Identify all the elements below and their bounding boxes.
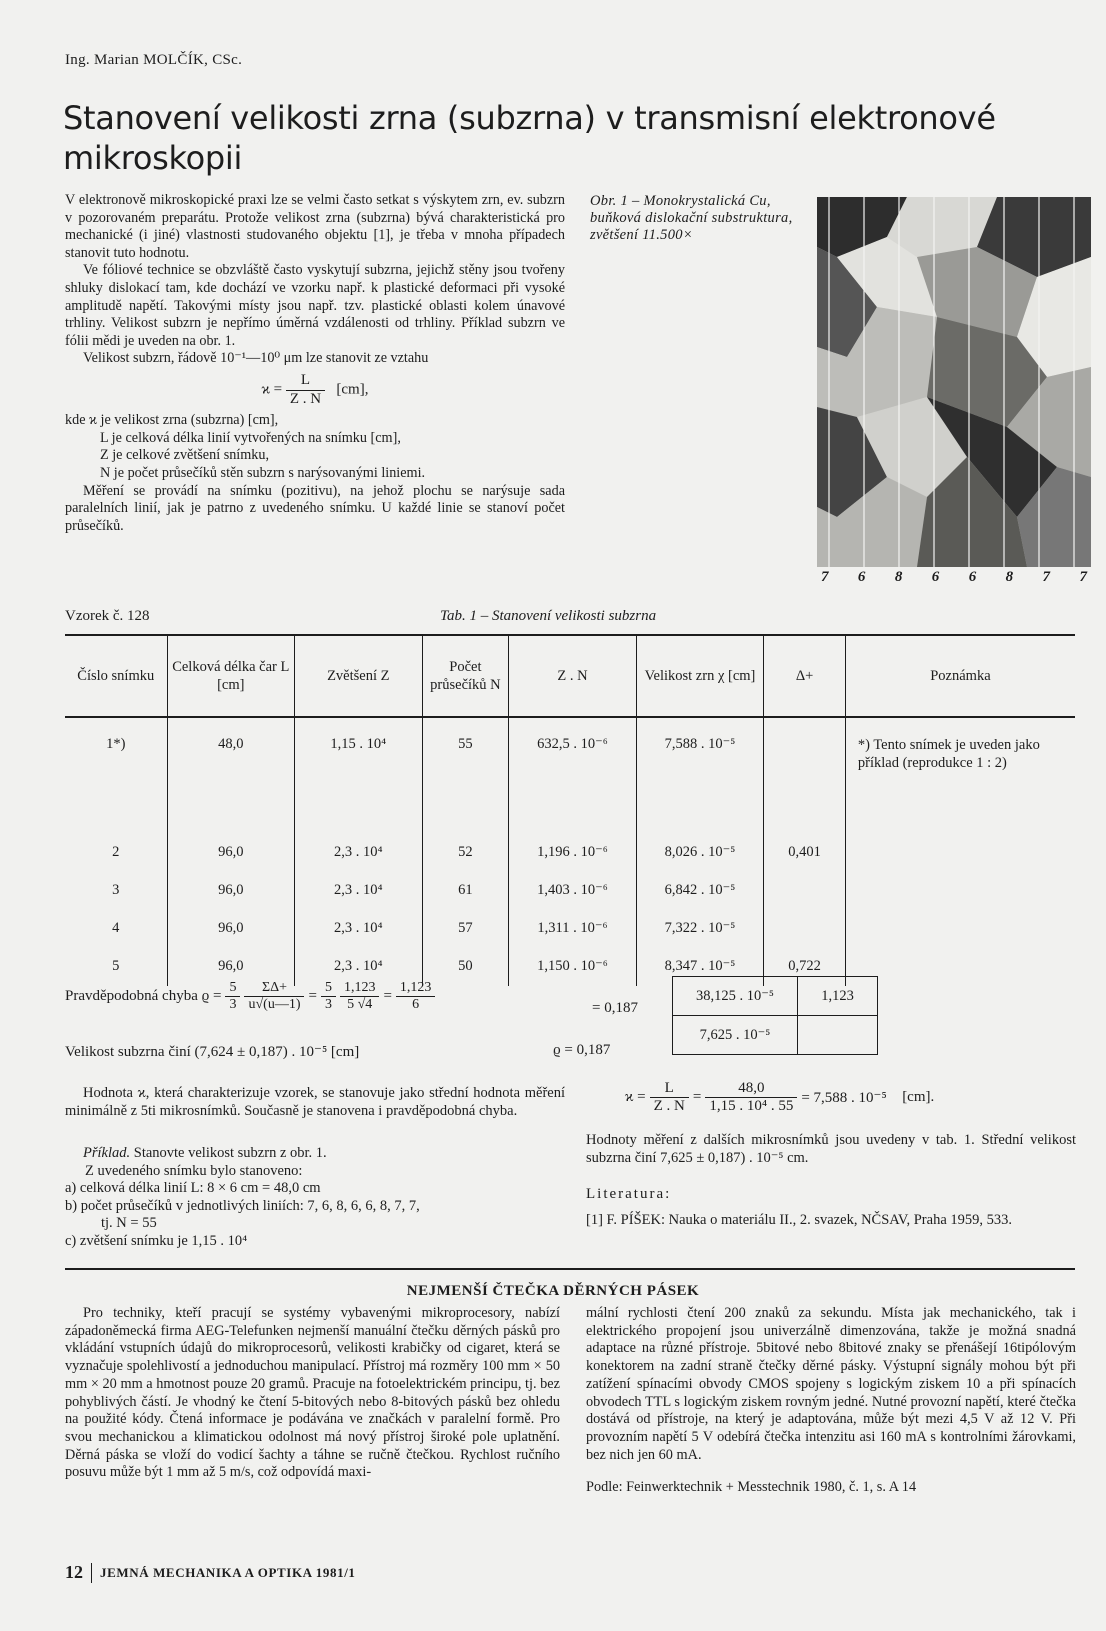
intro-paragraph: V elektronově mikroskopické praxi lze se velmi často setkat s výskytem zrn, ev. subzrn v pozorovaném preparátu. Protože velikost zrna (subzrna) bývá charakteristická pro mechanické (i jiné) vlastnosti studovaného objektu [1], je třeba v mnoha případech stanovit tuto hodnotu. — [65, 192, 565, 261]
definition-item: N je počet průsečíků stěn subzrn s narýsovanými liniemi. — [100, 464, 426, 481]
formula-fraction — [340, 980, 380, 1013]
formula-denominator: 1,15 . 10⁴ . 55 — [709, 1098, 794, 1114]
definition-item: L je celková délka linií vytvořených na snímku [cm], — [100, 429, 401, 446]
table-cell-note: *) Tento snímek je uveden jako příklad (reprodukce 1 : 2) — [845, 717, 1075, 834]
intro-paragraph: Ve fóliové technice se obzvláště často vyskytují subzrna, jejichž stěny jsou tvořeny shluky dislokací tam, kde dochází ve vzorku např. k plastické deformaci při vysoké amplitudě napětí. Takovými místy jsou např. tzv. plastické oblasti kolem únavové trhliny. Velikost subzrn je nepřímo úměrná vzdálenosti od trhliny. Příklad subzrn ve fólii mědi je uveden na obr. 1. — [65, 262, 565, 349]
paragraph-text: Hodnota ϰ, která charakterizuje vzorek, se stanovuje jako střední hodnota měření minimálně z 5ti mikrosnímků. Současně je stanovena i pravděpodobná chyba. — [65, 1085, 565, 1119]
example-text: Stanovte velikost subzrn z obr. 1. — [130, 1145, 327, 1161]
definition-item: Z je celkové zvětšení snímku, — [100, 447, 270, 464]
probable-error-formula — [65, 980, 435, 1013]
example-line: Z uvedeného snímku bylo stanoveno: — [85, 1162, 303, 1179]
table-row — [65, 717, 1075, 834]
table-cell: 96,0 — [167, 872, 295, 910]
table-row — [65, 872, 1075, 910]
table-header-row — [65, 635, 1075, 717]
probable-error-label: Pravděpodobná chyba ϱ = — [65, 988, 222, 1004]
formula-denominator: 3 — [324, 997, 332, 1012]
line-count: 6 — [931, 569, 940, 585]
example-line: a) celková délka linií L: 8 × 6 cm = 48,0 cm — [65, 1180, 321, 1197]
column-header: Celková délka čar L [cm] — [167, 635, 295, 717]
micrograph-svg — [817, 197, 1091, 567]
table-cell: 3 — [112, 882, 120, 898]
summary-row — [673, 977, 878, 1016]
line-count: 6 — [968, 569, 977, 585]
table-cell-note — [845, 872, 1075, 910]
column-header: Číslo snímku — [65, 635, 167, 717]
table-cell: 2,3 . 10⁴ — [295, 910, 423, 948]
table-cell: 0,722 — [764, 948, 846, 986]
table-cell: 4 — [112, 920, 120, 936]
summary-mean: 7,625 . 10⁻⁵ — [673, 1016, 798, 1055]
table-cell: 8,026 . 10⁻⁵ — [636, 834, 764, 872]
table-cell — [764, 717, 846, 834]
table-cell — [764, 872, 846, 910]
article-title: Stanovení velikosti zrna (subzrna) v transmisní elektronové mikroskopii — [63, 99, 996, 177]
example-line: b) počet průsečíků v jednotlivých liniích: 7, 6, 8, 6, 6, 8, 7, 7, — [65, 1197, 420, 1214]
formula-fraction — [396, 980, 436, 1013]
formula-unit: [cm], — [336, 381, 369, 398]
formula-numerator: 48,0 — [705, 1080, 797, 1098]
formula-fraction — [286, 372, 325, 408]
table-cell: 96,0 — [167, 834, 295, 872]
formula-lhs: ϰ = — [261, 381, 283, 398]
page-number: 12 — [65, 1562, 83, 1582]
formula-lhs: ϰ = — [625, 1089, 646, 1105]
formula-numerator: 5 — [225, 980, 240, 997]
page-footer — [65, 1562, 356, 1583]
section-divider — [65, 1268, 1075, 1270]
paragraph-text: Pro techniky, kteří pracují se systémy vybavenými mikroprocesory, nabízí západoněmecká firma AEG-Telefunken nejmenší manuální čtečku děrných pásků pro vkládání vstupních údajů do mikroprocesorů, velikosti krabičky od cigaret, která se vyznačuje spolehlivostí a jednoduchou manipulací. Přístroj má rozměry 100 mm × 50 mm × 20 mm a hmotnost pouze 20 gramů. Pracuje na fotoelektrickém principu, tj. bez pohyblivých částí. Je vhodný ke čtení 5-bitových nebo 8-bitových pásků bez ohledu na použité kódy. Čtená informace je podávána ve značkách v paralelní formě. Pro svou mechanickou a klimatickou odolnost má nový přístroj široké pole uplatnění. Děrná páska se vloží do vodicí šachty a táhne se ručně čtečkou. Rychlost ručního posuvu může být 1 mm až 5 m/s, což odpovídá maxi- — [65, 1305, 560, 1481]
table-cell: 2,3 . 10⁴ — [295, 834, 423, 872]
results-table — [65, 634, 1075, 986]
table-caption: Tab. 1 – Stanovení velikosti subzrna — [440, 608, 657, 624]
summary-row — [673, 1016, 878, 1055]
micrograph-image — [817, 197, 1091, 567]
example-block — [65, 1145, 565, 1251]
author: Ing. Marian MOLČÍK, CSc. — [65, 52, 243, 68]
line-count: 7 — [1079, 569, 1087, 585]
line-count: 8 — [894, 569, 903, 585]
example-line: c) zvětšení snímku je 1,15 . 10⁴ — [65, 1232, 248, 1249]
intro-paragraph: Měření se provádí na snímku (pozitivu), na jehož plochu se narýsuje sada paralelních linií, jak je patrno z uvedeného snímku. U každé linie se stanoví počet průsečíků. — [65, 482, 565, 534]
table-row — [65, 910, 1075, 948]
table-cell: 2,3 . 10⁴ — [295, 872, 423, 910]
paragraph-text: mální rychlosti čtení 200 znaků za sekundu. Místa jak mechanického, tak i elektrického propojení jsou univerzálně dimenzována, takže je možná snadná adaptace na různé přístroje. 5bitové nebo 8bitové znaky se přenášejí 16tipólovým konektorem na zadní straně čtečky děrné pásky. Výstupní signály mohou být při zatížení spínacími obvody CMOS spojeny s logickým ziskem 10 a při spínacích obvodech TTL s logickým ziskem rovným jedné. Nutné provozní napětí, které čtečka dostává od přístroje, na který je adaptována, může být mezi 4,5 V až 12 V. Při provozním napětí 5 V odebírá čtečka intenzitu asi 160 mA s kontrolními žárovkami, bez nich jen 60 mA. — [586, 1305, 1076, 1463]
formula-numerator: 5 — [321, 980, 336, 997]
paragraph-text: Hodnoty měření z dalších mikrosnímků jsou uvedeny v tab. 1. Střední velikost subzrna činí 7,625 ± 0,187) . 10⁻⁵ cm. — [586, 1132, 1076, 1166]
table-cell: 1*) — [106, 736, 126, 752]
figure-caption: Obr. 1 – Monokrystalická Cu, buňková dislokační substruktura, zvětšení 11.500× — [590, 193, 793, 243]
column-header: Δ+ — [764, 635, 846, 717]
column-header: Počet průsečíků N — [422, 635, 509, 717]
example-line: tj. N = 55 — [101, 1215, 157, 1232]
column-header: Velikost zrn χ [cm] — [636, 635, 764, 717]
formula-numerator: 1,123 — [340, 980, 380, 997]
table-cell-note — [845, 834, 1075, 872]
journal-name: JEMNÁ MECHANIKA A OPTIKA 1981/1 — [100, 1564, 356, 1580]
results-paragraph — [586, 1132, 1076, 1167]
formula-grain-size — [65, 372, 565, 408]
summary-box — [672, 976, 878, 1055]
table-cell: 57 — [422, 910, 509, 948]
article2-source: Podle: Feinwerktechnik + Messtechnik 1980, č. 1, s. A 14 — [586, 1479, 917, 1496]
probable-error-result: = 0,187 — [592, 1000, 638, 1016]
line-intersection-counts — [817, 569, 1091, 586]
formula-unit: [cm]. — [902, 1089, 935, 1105]
literature-heading: Literatura: — [586, 1186, 672, 1202]
formula-denominator: u√(u—1) — [248, 997, 301, 1012]
formula-denominator: 6 — [412, 997, 420, 1012]
table-cell: 1,15 . 10⁴ — [295, 717, 423, 834]
table-cell: 48,0 — [167, 717, 295, 834]
intro-text — [65, 192, 565, 535]
equals-sign: = — [692, 1089, 702, 1105]
table-cell: 2,3 . 10⁴ — [295, 948, 423, 986]
definition-item: kde ϰ je velikost zrna (subzrna) [cm], — [65, 412, 279, 429]
article2-column-left — [65, 1305, 560, 1482]
table-cell: 61 — [422, 872, 509, 910]
table-cell: 2 — [112, 844, 120, 860]
example-label: Příklad. — [83, 1145, 131, 1161]
table-cell — [764, 910, 846, 948]
formula-numerator: L — [286, 372, 325, 391]
line-count: 6 — [857, 569, 866, 585]
formula-fraction — [321, 980, 336, 1013]
summary-sum: 38,125 . 10⁻⁵ — [673, 977, 798, 1016]
table-cell: 0,401 — [764, 834, 846, 872]
line-count: 8 — [1005, 569, 1014, 585]
footer-separator — [91, 1563, 92, 1583]
table-cell: 1,403 . 10⁻⁶ — [509, 872, 637, 910]
formula-denominator: 3 — [229, 997, 237, 1012]
equals-sign: = — [383, 988, 392, 1004]
result-rho: ϱ = 0,187 — [553, 1042, 611, 1058]
formula-fraction — [650, 1080, 689, 1115]
summary-empty — [798, 1016, 878, 1055]
table-cell: 52 — [422, 834, 509, 872]
formula-denominator: Z . N — [653, 1098, 685, 1114]
table-cell: 1,311 . 10⁻⁶ — [509, 910, 637, 948]
example-formula — [625, 1080, 934, 1115]
equals-sign: = — [308, 988, 317, 1004]
formula-fraction — [705, 1080, 797, 1115]
table-cell: 7,588 . 10⁻⁵ — [636, 717, 764, 834]
sample-label: Vzorek č. 128 — [65, 608, 150, 624]
formula-numerator: L — [650, 1080, 689, 1098]
column-header: Zvětšení Z — [295, 635, 423, 717]
table-cell: 96,0 — [167, 948, 295, 986]
line-count: 7 — [1042, 569, 1051, 585]
line-count: 7 — [821, 569, 829, 585]
formula-fraction — [225, 980, 240, 1013]
formula-denominator: Z . N — [289, 390, 322, 407]
table-cell: 6,842 . 10⁻⁵ — [636, 872, 764, 910]
summary-delta-sum: 1,123 — [798, 977, 878, 1016]
table-row — [65, 834, 1075, 872]
table-cell: 1,150 . 10⁻⁶ — [509, 948, 637, 986]
column-header: Poznámka — [845, 635, 1075, 717]
table-cell-note — [845, 948, 1075, 986]
table-cell-note — [845, 910, 1075, 948]
column-header: Z . N — [509, 635, 637, 717]
formula-numerator: ΣΔ+ — [244, 980, 304, 997]
table-cell: 632,5 . 10⁻⁶ — [509, 717, 637, 834]
table-cell: 7,322 . 10⁻⁵ — [636, 910, 764, 948]
reference-item: [1] F. PÍŠEK: Nauka o materiálu II., 2. svazek, NČSAV, Praha 1959, 533. — [586, 1212, 1013, 1228]
table-cell: 55 — [422, 717, 509, 834]
value-paragraph — [65, 1085, 565, 1120]
formula-fraction — [244, 980, 304, 1013]
article2-column-right — [586, 1305, 1076, 1497]
intro-paragraph: Velikost subzrn, řádově 10⁻¹—10⁰ μm lze stanovit ze vztahu — [83, 350, 429, 367]
table-cell: 5 — [112, 958, 120, 974]
table-cell: 96,0 — [167, 910, 295, 948]
formula-result: = 7,588 . 10⁻⁵ — [801, 1090, 887, 1106]
table-cell: 1,196 . 10⁻⁶ — [509, 834, 637, 872]
formula-numerator: 1,123 — [396, 980, 436, 997]
table-cell: 8,347 . 10⁻⁵ — [636, 948, 764, 986]
result-line: Velikost subzrna činí (7,624 ± 0,187) . 10⁻⁵ [cm] — [65, 1044, 360, 1060]
formula-denominator: 5 √4 — [347, 997, 373, 1012]
definition-list — [65, 412, 565, 482]
article2-headline: NEJMENŠÍ ČTEČKA DĚRNÝCH PÁSEK — [406, 1283, 700, 1299]
table-cell: 50 — [422, 948, 509, 986]
